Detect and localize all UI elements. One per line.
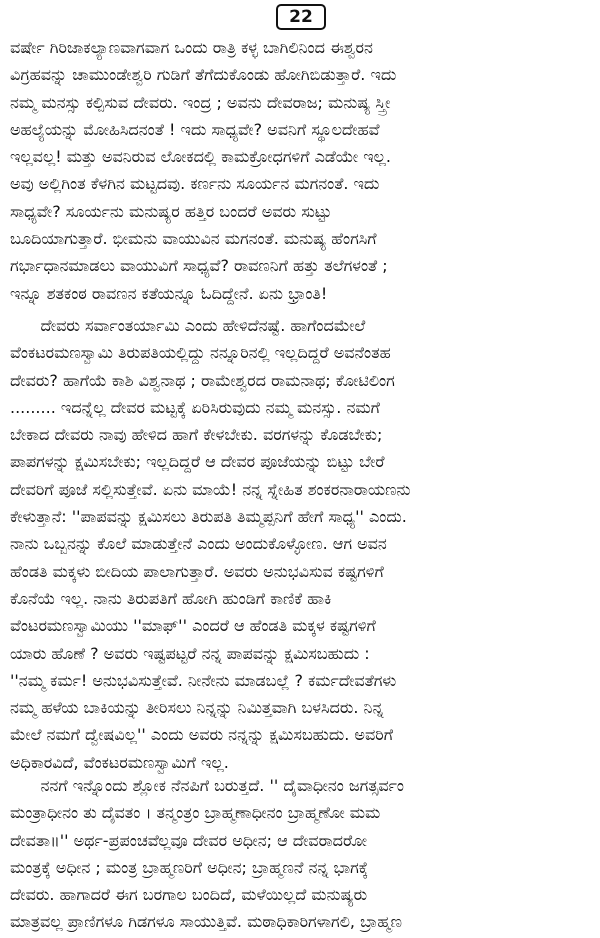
text-line: ನಾನು ಒಬ್ಬನನ್ನು ಕೊಲೆ ಮಾಡುತ್ತೇನೆ ಎಂದು ಅಂದುಕೊಳ್ಳೋಣ. ಆಗ ಅವನ <box>10 534 387 554</box>
text-line: ಯಾರು ಹೊಣೆ ? ಅವರು ಇಷ್ಟಪಟ್ಟರೆ ನನ್ನ ಪಾಪವನ್ನು ಕ್ಷಮಿಸಬಹುದು : <box>10 643 370 663</box>
text-line: ಅಹಲ್ಯೆಯನ್ನು ಮೋಹಿಸಿದನಂತೆ ! ಇದು ಸಾಧ್ಯವೇ? ಅವನಿಗೆ ಸ್ಥೂಲದೇಹವೆ <box>10 119 380 139</box>
text-line: ದೇವರು? ಹಾಗೆಯೆ ಕಾಶಿ ವಿಶ್ವನಾಥ ; ರಾಮೇಶ್ವರದ ರಾಮನಾಥ; ಕೋಟಿಲಿಂಗ <box>10 370 395 390</box>
text-line: ದೇವರು. ಹಾಗಾದರೆ ಈಗ ಬರಗಾಲ ಬಂದಿದೆ, ಮಳೆಯಿಲ್ಲದೆ ಮನುಷ್ಯರು <box>10 885 368 905</box>
text-line: ಮಂತ್ರಕ್ಕೆ ಅಧೀನ ; ಮಂತ್ರ ಬ್ರಾಹ್ಮಣರಿಗೆ ಅಧೀನ; ಬ್ರಾಹ್ಮಣನೆ ನನ್ನ ಭಾಗಕ್ಕೆ <box>10 857 369 877</box>
text-line: ......... ಇದನ್ನೆಲ್ಲ ದೇವರ ಮಟ್ಟಕ್ಕೆ ಏರಿಸಿರುವುದು ನಮ್ಮ ಮನಸ್ಸು. ನಮಗೆ <box>10 397 380 417</box>
text-line: ಇನ್ನೂ ಶತಕಂಠ ರಾವಣನ ಕತೆಯನ್ನೂ ಓದಿದ್ದೇನೆ. ಏನು ಭ್ರಾಂತಿ! <box>10 283 328 303</box>
page-number: 22 <box>276 4 326 30</box>
text-line: ವಿಗ್ರಹವನ್ನು ಚಾಮುಂಡೇಶ್ವರಿ ಗುಡಿಗೆ ತೆಗೆದುಕೊಂಡು ಹೋಗಿಬಿಡುತ್ತಾರೆ. ಇದು <box>10 65 397 85</box>
text-line: ಬೂದಿಯಾಗುತ್ತಾರೆ. ಭೀಮನು ವಾಯುವಿನ ಮಗನಂತೆ. ಮನುಷ್ಯ ಹೆಂಗಸಿಗೆ <box>10 229 377 249</box>
text-line: ''ನಮ್ಮ ಕರ್ಮ! ಅನುಭವಿಸುತ್ತೇವೆ. ನೀನೇನು ಮಾಡಬಲ್ಲೆ ? ಕರ್ಮದೇವತೆಗಳು <box>10 670 397 690</box>
text-line: ಇಲ್ಲವಲ್ಲ! ಮತ್ತು ಅವನಿರುವ ಲೋಕದಲ್ಲಿ ಕಾಮಕ್ರೋಧಗಳಿಗೆ ಎಡೆಯೇ ಇಲ್ಲ. <box>10 147 391 167</box>
text-line: ಗರ್ಭಾಧಾನಮಾಡಲು ವಾಯುವಿಗೆ ಸಾಧ್ಯವೆ? ರಾವಣನಿಗೆ ಹತ್ತು ತಲೆಗಳಂತೆ ; <box>10 256 388 276</box>
text-line: ಹೆಂಡತಿ ಮಕ್ಕಳು ಬೀದಿಯ ಪಾಲಾಗುತ್ತಾರೆ. ಅವರು ಅನುಭವಿಸುವ ಕಷ್ಟಗಳಿಗೆ <box>10 561 384 581</box>
text-line: ನಮ್ಮ ಹಳೆಯ ಬಾಕಿಯನ್ನು ತೀರಿಸಲು ನಿನ್ನನ್ನು ನಿಮಿತ್ತವಾಗಿ ಬಳಸಿದರು. ನಿನ್ನ <box>10 698 384 718</box>
text-line: ವೆಂಟರಮಣಸ್ವಾಮಿಯು ''ಮಾಫ್'' ಎಂದರೆ ಆ ಹೆಂಡತಿ ಮಕ್ಕಳ ಕಷ್ಟಗಳಿಗೆ <box>10 616 376 636</box>
text-line: ಅಧಿಕಾರವಿದೆ, ವೆಂಕಟರಮಣಸ್ವಾಮಿಗೆ ಇಲ್ಲ. <box>10 752 229 772</box>
paragraph-1 <box>10 34 590 307</box>
text-line: ಅವು ಅಲ್ಲಿಗಿಂತ ಕೆಳಗಿನ ಮಟ್ಟದವು. ಕರ್ಣನು ಸೂರ್ಯನ ಮಗನಂತೆ. ಇದು <box>10 174 380 194</box>
text-line: ದೇವರಿಗೆ ಪೂಜೆ ಸಲ್ಲಿಸುತ್ತೇವೆ. ಏನು ಮಾಯೆ! ನನ್ನ ಸ್ನೇಹಿತ ಶಂಕರನಾರಾಯಣನು <box>10 479 411 499</box>
text-line: ಸಾಧ್ಯವೇ? ಸೂರ್ಯನು ಮನುಷ್ಯರ ಹತ್ತಿರ ಬಂದರೆ ಅವರು ಸುಟ್ಟು <box>10 201 332 221</box>
text-line: ದೇವತಾ॥'' ಅರ್ಥ-ಪ್ರಪಂಚವೆಲ್ಲವೂ ದೇವರ ಅಧೀನ; ಆ ದೇವರಾದರೋ <box>10 830 367 850</box>
text-line: ಮೇಲೆ ನಮಗೆ ದ್ವೇಷವಿಲ್ಲ'' ಎಂದು ಅವರು ನನ್ನನ್ನು ಕ್ಷಮಿಸಬಹುದು. ಅವರಿಗೆ <box>10 725 393 745</box>
text-line: ಮಾತ್ರವಲ್ಲ ಪ್ರಾಣಿಗಳೂ ಗಿಡಗಳೂ ಸಾಯುತ್ತಿವೆ. ಮಠಾಧಿಕಾರಿಗಳಾಗಲಿ, ಬ್ರಾಹ್ಮಣ <box>10 912 402 932</box>
text-line: ಬೇಕಾದ ದೇವರು ನಾವು ಹೇಳಿದ ಹಾಗೆ ಕೇಳಬೇಕು. ವರಗಳನ್ನು ಕೊಡಬೇಕು; <box>10 425 383 445</box>
text-line: ನನಗೆ ಇನ್ನೊಂದು ಶ್ಲೋಕ ನೆನಪಿಗೆ ಬರುತ್ತದೆ. '' ದೈವಾಧೀನಂ ಜಗತ್ಸರ್ವಂ <box>10 776 405 795</box>
text-line: ಮಂತ್ರಾಧೀನಂ ತು ದೈವತಂ । ತನ್ಮಂತ್ರಂ ಬ್ರಾಹ್ಮಣಾಧೀನಂ ಬ್ರಾಹ್ಮಣೋ ಮಮ <box>10 803 381 823</box>
text-line: ದೇವರು ಸರ್ವಾಂತರ್ಯಾಮಿ ಎಂದು ಹೇಳಿದೆನಷ್ಟೆ. ಹಾಗೆಂದಮೇಲೆ <box>10 316 366 335</box>
text-line: ಕೊನೆಯೆ ಇಲ್ಲ. ನಾನು ತಿರುಪತಿಗೆ ಹೋಗಿ ಹುಂಡಿಗೆ ಕಾಣಿಕೆ ಹಾಕಿ <box>10 588 332 608</box>
text-line: ವರ್ಷೇ ಗಿರಿಜಾಕಲ್ಯಾಣವಾಗವಾಗ ಒಂದು ರಾತ್ರಿ ಕಳ್ಳ ಬಾಗಿಲಿನಿಂದ ಈಶ್ವರನ <box>10 38 373 57</box>
paragraph-2 <box>10 312 590 776</box>
paragraph-3 <box>10 772 590 936</box>
text-line: ನಮ್ಮ ಮನಸ್ಸು ಕಲ್ಪಿಸುವ ದೇವರು. ಇಂದ್ರ ; ಅವನು ದೇವರಾಜ; ಮನುಷ್ಯ ಸ್ತ್ರೀ <box>10 92 391 112</box>
text-line: ಪಾಪಗಳನ್ನು ಕ್ಷಮಿಸಬೇಕು; ಇಲ್ಲದಿದ್ದರೆ ಆ ದೇವರ ಪೂಜೆಯನ್ನು ಬಿಟ್ಟು ಬೇರೆ <box>10 452 385 472</box>
text-line: ಕೇಳುತ್ತಾನೆ: ''ಪಾಪವನ್ನು ಕ್ಷಮಿಸಲು ತಿರುಪತಿ ತಿಮ್ಮಪ್ಪನಿಗೆ ಹೇಗೆ ಸಾಧ್ಯ'' ಎಂದು. <box>10 507 407 527</box>
text-line: ವೆಂಕಟರಮಣಸ್ವಾಮಿ ತಿರುಪತಿಯಲ್ಲಿದ್ದು ನನ್ನೂರಿನಲ್ಲಿ ಇಲ್ಲದಿದ್ದರೆ ಅವನೆಂತಹ <box>10 343 391 363</box>
